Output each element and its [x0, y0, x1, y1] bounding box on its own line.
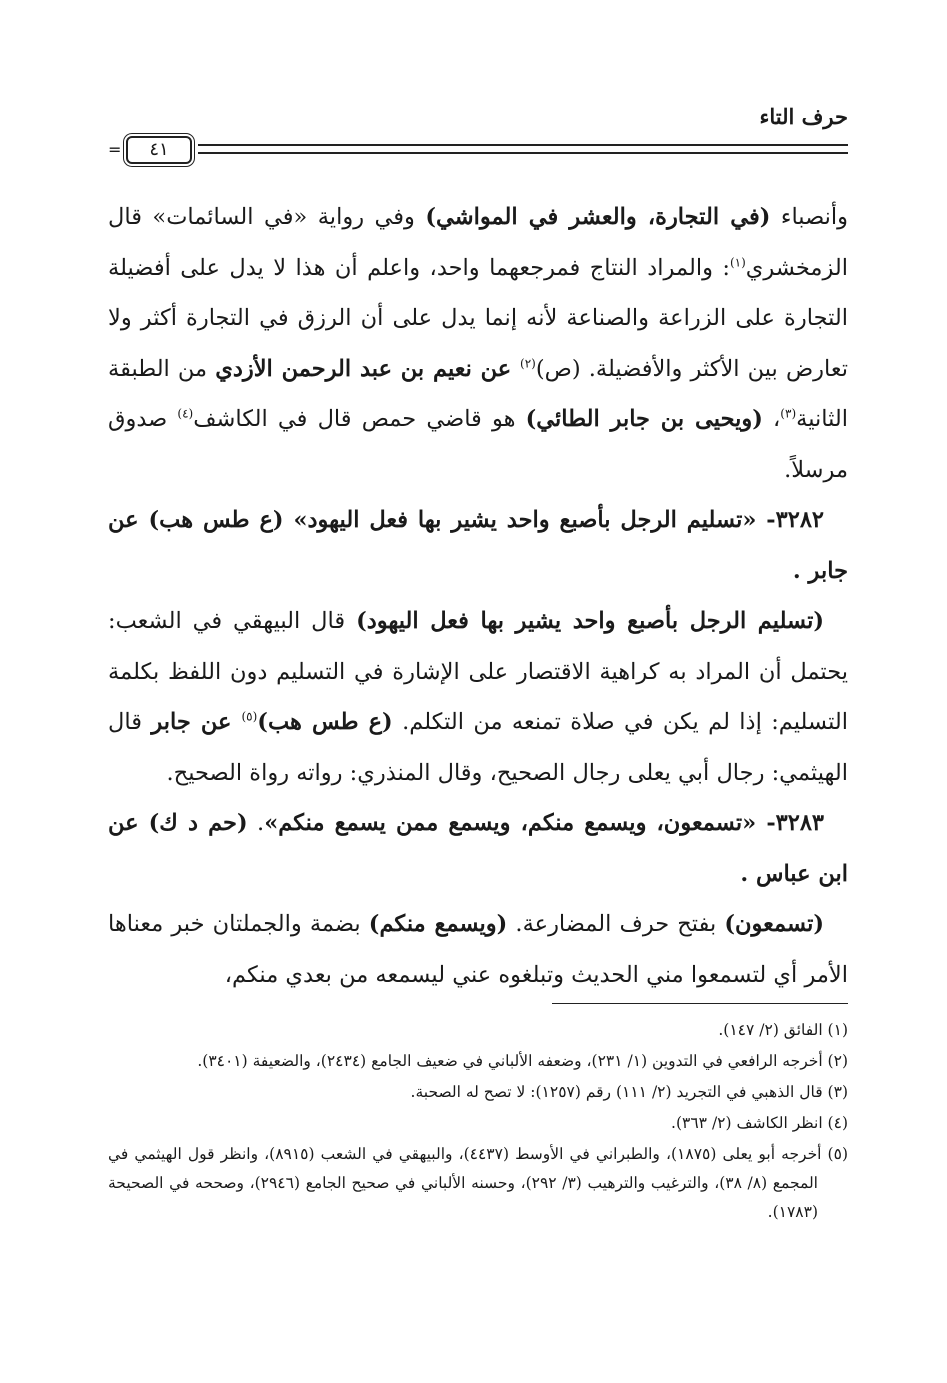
header-rule-end: =	[108, 140, 122, 159]
source-codes: (حم د ك) عن ابن عباس .	[108, 810, 848, 887]
narrator-name: عن نعيم بن عبد الرحمن الأزدي	[215, 355, 521, 382]
footnote-ref-1[interactable]: (١)	[729, 255, 746, 269]
page-number: ٤١	[126, 136, 192, 164]
text-run: وأنصباء	[770, 204, 848, 230]
page-header	[108, 98, 848, 178]
footnote-ref-4[interactable]: (٤)	[177, 406, 194, 421]
text-run: بفتح حرف المضارعة.	[507, 911, 725, 937]
text-run: هو قاضي حمص قال في الكاشف	[193, 406, 526, 432]
footnote-ref-5[interactable]: (٥)	[241, 709, 258, 724]
paragraph-commentary-1	[108, 192, 848, 495]
quoted-phrase: (في التجارة، والعشر في المواشي)	[425, 204, 771, 230]
paragraph-commentary-3	[108, 899, 848, 1000]
header-double-rule	[198, 144, 848, 154]
quoted-phrase: (تسليم الرجل بأصبع واحد يشير بها فعل اليهود)	[356, 608, 824, 634]
main-text	[108, 192, 848, 1000]
text-run: قال البيهقي في الشعب: يحتمل أن المراد به كراهية الاقتصار على الإشارة في التسليم دون اللفظ بكلمة التسليم: إذا لم يكن في صلاة تمنعه من التكلم.	[108, 608, 848, 735]
text-run: بضمة والجملتان خبر معناها الأمر أي لتسمعوا مني الحديث وتبلغوه عني ليسمعه من بعدي منكم،	[108, 911, 848, 988]
text-run: ،	[762, 406, 781, 432]
footnote-separator	[552, 1003, 848, 1004]
narrator-name: عن جابر	[151, 709, 242, 735]
footnotes	[108, 1016, 848, 1229]
running-title: حرف التاء	[759, 104, 848, 129]
footnote-5: (٥) أخرجه أبو يعلى (١٨٧٥)، والطبراني في الأوسط (٤٤٣٧)، والبيهقي في الشعب (٨٩١٥)، وانظر قول الهيثمي في المجمع (٨/ ٣٨)، والترغيب والترهيب (٣/ ٢٩٢)، وحسنه الألباني في صحيح الجامع (٢٩٤٦)، وصححه في الصحيحة (١٧٨٣).	[108, 1145, 848, 1221]
text-run: قال الهيثمي: رجال أبي يعلى رجال الصحيح، وقال المنذري: رواته رواة الصحيح.	[108, 709, 848, 786]
text-run: .	[247, 810, 265, 836]
text-run: من الطبقة الثانية	[108, 355, 848, 432]
footnote-2: (٢) أخرجه الرافعي في التدوين (١/ ٢٣١)، وضعفه الألباني في ضعيف الجامع (٢٤٣٤)، والضعيفة (٣٤٠١).	[197, 1052, 848, 1070]
footnote-3: (٣) قال الذهبي في التجريد (٢/ ١١١) رقم (١٢٥٧): لا تصح له الصحبة.	[410, 1083, 848, 1101]
paragraph-commentary-2	[108, 596, 848, 798]
footnote-4: (٤) انظر الكاشف (٢/ ٣٦٣).	[671, 1114, 848, 1132]
text-run: وفي رواية «في السائمات» قال الزمخشري	[108, 204, 848, 281]
text-run: : والمراد النتاج فمرجعهما واحد، واعلم أن هذا لا يدل على أفضيلة التجارة على الزراعة والصناعة لأنه إنما يدل على أن الرزق في التجارة أكثر ولا تعارض بين الأكثر والأفضيلة. (ص)	[108, 254, 848, 382]
quoted-phrase: (ويحيى بن جابر الطائي)	[525, 406, 763, 432]
footnote-ref-2[interactable]: (٢)	[520, 356, 536, 370]
hadith-3283	[108, 798, 848, 899]
source-codes: (ع طس هب)	[257, 709, 393, 735]
hadith-3282: ٣٢٨٢- «تسليم الرجل بأصبع واحد يشير بها فعل اليهود» (ع طس هب) عن جابر .	[108, 507, 848, 584]
hadith-text: ٣٢٨٣- «تسمعون، ويسمع منكم، ويسمع ممن يسمع منكم»	[264, 810, 824, 836]
text-run: صدوق مرسلاً.	[108, 406, 848, 483]
footnote-1: (١) الفائق (٢/ ١٤٧).	[718, 1021, 848, 1039]
quoted-phrase: (ويسمع منكم)	[368, 911, 508, 937]
footnote-ref-3[interactable]: (٣)	[780, 406, 797, 421]
quoted-phrase: (تسمعون)	[724, 911, 824, 937]
